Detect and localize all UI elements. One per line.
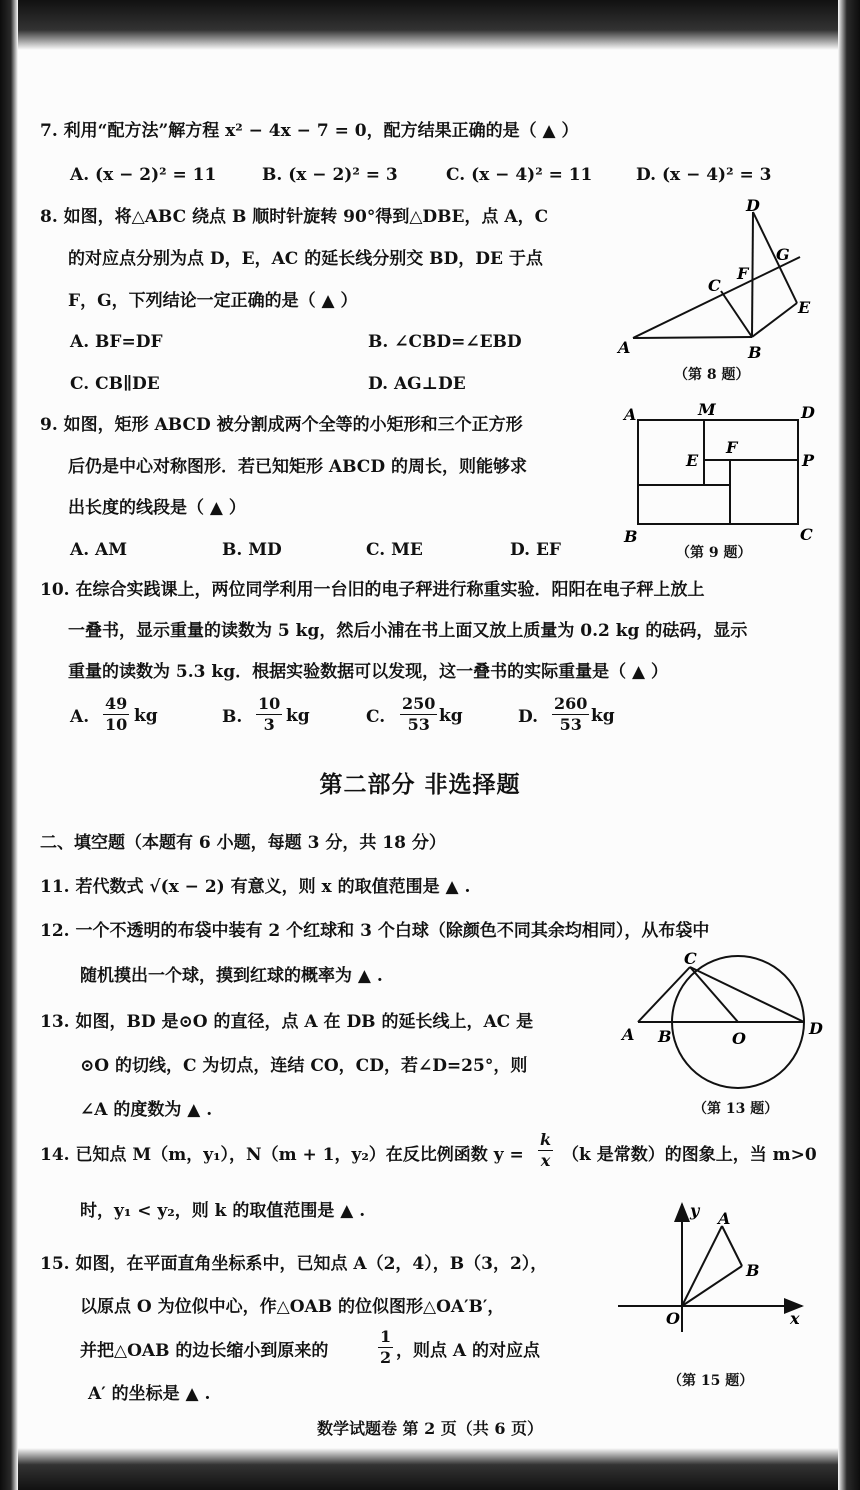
q15-fraction (378, 1327, 393, 1368)
q9-option-b: B. MD (222, 540, 282, 560)
q9-line-1: 9. 如图，矩形 ABCD 被分割成两个全等的小矩形和三个正方形 (40, 415, 523, 435)
scan-border-bottom (0, 1448, 860, 1490)
q9-option-a: A. AM (70, 540, 128, 560)
q10-option-b-letter: B. (222, 707, 243, 727)
q8-label-b: B (748, 343, 762, 362)
page-footer: 数学试题卷 第 2 页（共 6 页） (316, 1419, 544, 1438)
q13-line-1: 13. 如图，BD 是⊙O 的直径，点 A 在 DB 的延长线上，AC 是 (40, 1012, 534, 1032)
q10-option-a-num: 49 (105, 694, 128, 713)
q7-option-c: C. (x − 4)² = 11 (446, 165, 593, 185)
q8-option-d: D. AG⊥DE (368, 374, 466, 394)
q14-line-1b: （k 是常数）的图象上，当 m>0 (562, 1145, 817, 1165)
q13-label-c: C (684, 950, 697, 968)
q8-line-1: 8. 如图，将△ABC 绕点 B 顺时针旋转 90°得到△DBE，点 A，C (40, 207, 549, 227)
q9-line-3: 出长度的线段是（ ▲ ） (68, 498, 246, 518)
q14-fraction-den: x (540, 1151, 551, 1170)
q9-label-d: D (801, 403, 815, 422)
q10-option-d-num: 260 (554, 694, 588, 713)
q10-option-a-unit: kg (134, 706, 158, 726)
q10-option-d-den: 53 (559, 715, 582, 734)
q15-caption: （第 15 题） (668, 1373, 754, 1389)
q8-label-d: D (746, 196, 760, 215)
q9-label-e: E (686, 451, 699, 470)
q9-label-f: F (726, 438, 738, 457)
q9-figure (616, 400, 826, 550)
scan-border-top (0, 0, 860, 50)
q15-label-a: A (718, 1209, 731, 1228)
q15-line-1: 15. 如图，在平面直角坐标系中，已知点 A（2，4），B（3，2）， (40, 1254, 548, 1274)
q10-option-d-fraction (552, 694, 589, 735)
q10-option-d-unit: kg (591, 706, 615, 726)
q14-line-1a: 14. 已知点 M（m，y₁），N（m + 1，y₂）在反比例函数 y = (40, 1145, 524, 1165)
q14-line-2: 时，y₁ < y₂，则 k 的取值范围是 ▲ . (80, 1201, 366, 1221)
scan-border-right (838, 0, 860, 1490)
q9-label-b: B (624, 527, 638, 546)
q7-stem: 7. 利用“配方法”解方程 x² − 4x − 7 = 0，配方结果正确的是（ ▲ ） (40, 121, 579, 141)
q9-label-m: M (698, 400, 716, 419)
q10-option-c-letter: C. (366, 707, 386, 727)
q10-option-b-fraction (256, 694, 282, 735)
q8-option-a: A. BF=DF (70, 332, 163, 352)
q14-fraction-num: k (540, 1130, 552, 1149)
q12-line-1: 12. 一个不透明的布袋中装有 2 个红球和 3 个白球（除颜色不同其余均相同），从布袋中 (40, 921, 710, 941)
q15-line-2: 以原点 O 为位似中心，作△OAB 的位似图形△OA′B′， (80, 1297, 505, 1317)
q10-option-b-den: 3 (263, 715, 275, 734)
q9-label-a: A (624, 405, 637, 424)
q10-line-1: 10. 在综合实践课上，两位同学利用一台旧的电子秤进行称重实验．阳阳在电子秤上放上 (40, 580, 705, 600)
q15-label-o: O (666, 1309, 680, 1328)
q13-label-o: O (732, 1029, 746, 1048)
q15-line-4: A′ 的坐标是 ▲ . (88, 1384, 211, 1404)
q10-option-a-den: 10 (105, 715, 128, 734)
q10-option-b-num: 10 (258, 694, 281, 713)
q8-line-3: F，G，下列结论一定正确的是（ ▲ ） (68, 291, 358, 311)
q13-caption: （第 13 题） (693, 1101, 779, 1117)
q9-option-d: D. EF (510, 540, 561, 560)
q7-option-d: D. (x − 4)² = 3 (636, 165, 772, 185)
q7-option-b: B. (x − 2)² = 3 (262, 165, 398, 185)
q15-line-3b: ，则点 A 的对应点 (396, 1341, 541, 1361)
q8-option-b: B. ∠CBD=∠EBD (368, 332, 522, 352)
q10-option-c-den: 53 (407, 715, 430, 734)
q8-line-2: 的对应点分别为点 D，E，AC 的延长线分别交 BD，DE 于点 (68, 249, 543, 269)
q10-option-b-unit: kg (286, 706, 310, 726)
q8-label-f: F (737, 264, 749, 283)
q8-caption: （第 8 题） (674, 367, 750, 383)
q9-label-c: C (800, 525, 813, 544)
scan-border-left (0, 0, 18, 1490)
q15-fraction-den: 2 (380, 1348, 392, 1367)
q8-figure (610, 195, 825, 365)
q10-line-2: 一叠书，显示重量的读数为 5 kg，然后小浦在书上面又放上质量为 0.2 kg 的砝码，显示 (68, 621, 748, 641)
q15-label-b: B (746, 1261, 760, 1280)
q15-figure (612, 1196, 822, 1336)
q10-option-c-num: 250 (402, 694, 436, 713)
q10-line-3: 重量的读数为 5.3 kg．根据实验数据可以发现，这一叠书的实际重量是（ ▲ ） (68, 662, 668, 682)
q15-label-x: x (790, 1309, 800, 1328)
q10-option-a-fraction (103, 694, 129, 735)
q9-option-c: C. ME (366, 540, 423, 560)
q10-option-d-letter: D. (518, 707, 539, 727)
q13-line-2: ⊙O 的切线，C 为切点，连结 CO，CD，若∠D=25°，则 (80, 1056, 528, 1076)
q8-option-c: C. CB∥DE (70, 374, 160, 394)
q13-label-b: B (658, 1027, 672, 1046)
q13-label-a: A (622, 1025, 635, 1044)
q13-figure (612, 950, 837, 1100)
q10-option-a-letter: A. (70, 707, 90, 727)
q9-caption: （第 9 题） (676, 545, 752, 561)
q8-label-c: C (708, 276, 721, 295)
q8-label-e: E (798, 298, 811, 317)
part2-title: 第二部分 非选择题 (319, 771, 521, 798)
q11: 11. 若代数式 √(x − 2) 有意义，则 x 的取值范围是 ▲ . (40, 877, 471, 897)
section2-header: 二、填空题（本题有 6 小题，每题 3 分，共 18 分） (40, 833, 446, 853)
q13-label-d: D (809, 1019, 823, 1038)
q15-fraction-num: 1 (380, 1327, 392, 1346)
q10-option-c-unit: kg (439, 706, 463, 726)
q12-line-2: 随机摸出一个球，摸到红球的概率为 ▲ . (80, 966, 383, 986)
q15-line-3a: 并把△OAB 的边长缩小到原来的 (80, 1341, 329, 1361)
q7-option-a: A. (x − 2)² = 11 (70, 165, 217, 185)
q8-label-a: A (618, 338, 631, 357)
q14-fraction (538, 1130, 553, 1171)
q9-label-p: P (802, 451, 815, 470)
q15-label-y: y (690, 1201, 700, 1220)
q10-option-c-fraction (400, 694, 437, 735)
q9-line-2: 后仍是中心对称图形．若已知矩形 ABCD 的周长，则能够求 (68, 457, 527, 477)
q8-label-g: G (776, 245, 790, 264)
q13-line-3: ∠A 的度数为 ▲ . (80, 1100, 213, 1120)
